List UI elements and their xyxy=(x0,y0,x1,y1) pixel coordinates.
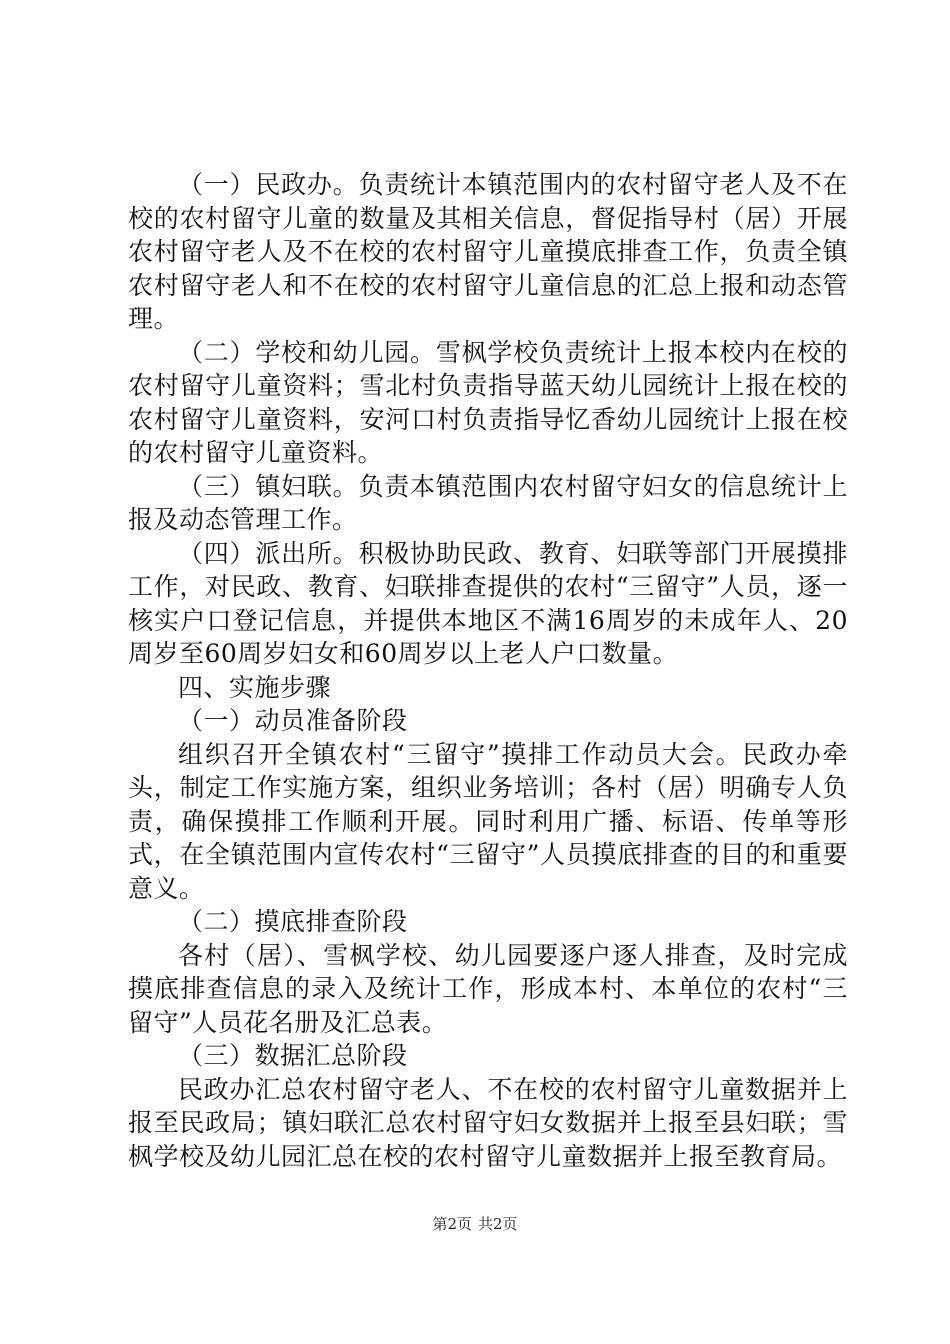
paragraph-mobilization: 组织召开全镇农村“三留守”摸排工作动员大会。民政办牵头，制定工作实施方案，组织业务培训；各村（居）明确专人负责，确保摸排工作顺利开展。同时利用广播、标语、传单等形式，在全镇范围内宣传农村“三留守”人员摸底排查的目的和重要意义。 xyxy=(128,739,848,903)
page-footer xyxy=(0,1214,950,1234)
subheading-data-summary-stage: （三）数据汇总阶段 xyxy=(178,1041,408,1070)
subheading-survey-stage: （二）摸底排查阶段 xyxy=(178,907,408,936)
paragraph-survey: 各村（居）、雪枫学校、幼儿园要逐户逐人排查，及时完成摸底排查信息的录入及统计工作，形成本村、本单位的农村“三留守”人员花名册及汇总表。 xyxy=(128,940,848,1037)
section-heading-implementation-steps: 四、实施步骤 xyxy=(178,672,332,702)
paragraph-civil-affairs-office: （一）民政办。负责统计本镇范围内的农村留守老人及不在校的农村留守儿童的数量及其相关信息，督促指导村（居）开展农村留守老人及不在校的农村留守儿童摸底排查工作，负责全镇农村留守老人和不在校的农村留守儿童信息的汇总上报和动态管理。 xyxy=(128,170,848,333)
paragraph-police-station: （四）派出所。积极协助民政、教育、妇联等部门开展摸排工作，对民政、教育、妇联排查提供的农村“三留守”人员，逐一核实户口登记信息，并提供本地区不满16周岁的未成年人、20周岁至60周岁妇女和60周岁以上老人户口数量。 xyxy=(128,538,848,668)
subheading-mobilization-stage: （一）动员准备阶段 xyxy=(178,706,408,735)
paragraph-data-summary: 民政办汇总农村留守老人、不在校的农村留守儿童数据并上报至民政局；镇妇联汇总农村留守妇女数据并上报至县妇联；雪枫学校及幼儿园汇总在校的农村留守儿童数据并上报至教育局。 xyxy=(128,1074,848,1171)
paragraph-schools-kindergartens: （二）学校和幼儿园。雪枫学校负责统计上报本校内在校的农村留守儿童资料；雪北村负责指导蓝天幼儿园统计上报在校的农村留守儿童资料，安河口村负责指导忆香幼儿园统计上报在校的农村留守儿童资料。 xyxy=(128,337,848,467)
page-number: 第2页 xyxy=(432,1215,472,1233)
page-total: 共2页 xyxy=(478,1215,518,1233)
document-body xyxy=(128,168,848,1173)
paragraph-womens-federation: （三）镇妇联。负责本镇范围内农村留守妇女的信息统计上报及动态管理工作。 xyxy=(128,471,848,534)
